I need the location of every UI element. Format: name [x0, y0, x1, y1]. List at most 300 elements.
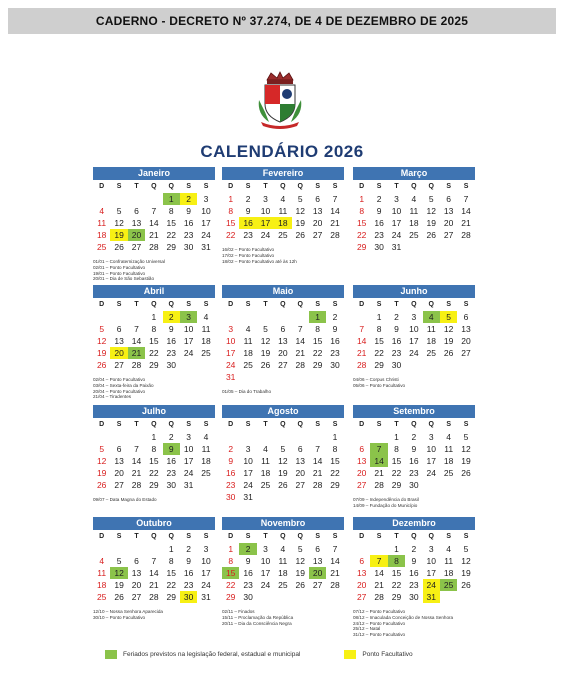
day-cell: 4 [411, 194, 417, 204]
day-cell: 27 [114, 480, 124, 490]
day-cell: 14 [374, 568, 384, 578]
weekday-row [353, 181, 475, 193]
month-fevereiro [222, 167, 344, 264]
day-cell: 28 [149, 592, 159, 602]
day-cell: 26 [114, 592, 124, 602]
day-cell: 4 [446, 544, 452, 554]
day-cell: 21 [312, 468, 323, 478]
holiday-notes [93, 259, 215, 282]
day-cell: 15 [149, 336, 159, 346]
holiday-note: 20/11 – Dia da Consciência Negra [222, 620, 292, 626]
month-março [353, 167, 475, 259]
day-cell: 22 [225, 580, 236, 590]
day-cell: 29 [330, 480, 340, 490]
day-cell: 1 [228, 194, 234, 204]
day-cell: 28 [149, 242, 159, 252]
day-cell: 26 [461, 580, 471, 590]
weekday-label: S [332, 421, 338, 428]
day-cell: 25 [278, 580, 288, 590]
day-cell: 16 [391, 336, 402, 346]
weekday-label: D [228, 301, 234, 308]
day-cell: 21 [374, 468, 384, 478]
day-cell: 25 [243, 360, 253, 370]
day-cell: 3 [263, 194, 268, 204]
weekday-label: T [394, 183, 399, 190]
day-cell: 5 [297, 194, 303, 204]
day-cell: 5 [440, 311, 457, 323]
day-cell: 15 [225, 218, 236, 228]
day-cell: 14 [330, 206, 340, 216]
day-cell: 4 [446, 432, 452, 442]
weekday-label: Q [280, 533, 286, 540]
day-cell: 15 [391, 456, 402, 466]
day-cell: 1 [394, 432, 399, 442]
month-agosto [222, 405, 344, 509]
day-cell: 19 [278, 468, 288, 478]
weekday-label: Q [280, 183, 286, 190]
weekday-label: S [332, 183, 338, 190]
day-cell: 8 [359, 206, 365, 216]
holiday-note: 18/02 – Ponto Facultativo até às 12h [222, 258, 297, 264]
day-cell: 22 [225, 230, 236, 240]
day-cell: 8 [332, 444, 338, 454]
day-cell: 7 [134, 444, 139, 454]
day-cell: 30 [330, 360, 340, 370]
weekday-label: Q [151, 533, 157, 540]
day-cell: 21 [128, 347, 145, 359]
day-cell: 9 [163, 443, 180, 455]
day-cell: 26 [461, 468, 471, 478]
holiday-note: 15/11 – Proclamação da República [222, 614, 294, 620]
day-cell: 7 [315, 444, 321, 454]
day-cell: 17 [243, 468, 253, 478]
day-cell: 3 [394, 194, 399, 204]
day-cell: 21 [330, 568, 340, 578]
day-cell: 30 [374, 242, 384, 252]
day-cell: 26 [96, 360, 107, 370]
day-cell: 24 [243, 480, 253, 490]
day-cell: 13 [312, 206, 323, 216]
day-grid [353, 543, 475, 603]
day-cell: 9 [376, 206, 382, 216]
holiday-notes [222, 389, 344, 395]
day-cell: 10 [260, 206, 271, 216]
legend-green-label: Feriados previstos na legislação federal, estadual e municipal [123, 651, 301, 658]
weekday-row [222, 419, 344, 431]
day-cell: 8 [168, 206, 174, 216]
month-janeiro [93, 167, 215, 282]
day-cell: 23 [409, 468, 419, 478]
weekday-label: T [134, 301, 139, 308]
holiday-notes [353, 497, 475, 509]
day-cell: 15 [330, 456, 340, 466]
day-cell: 2 [332, 312, 338, 322]
day-cell: 13 [278, 336, 288, 346]
weekday-label: S [203, 533, 209, 540]
day-cell: 8 [228, 206, 234, 216]
holiday-note: 31/12 – Ponto Facultativo [353, 632, 406, 638]
day-cell: 16 [374, 218, 384, 228]
weekday-label: D [99, 421, 105, 428]
weekday-row [353, 531, 475, 543]
holiday-note: 20/04 – Ponto Facultativo [93, 388, 146, 394]
day-cell: 9 [411, 444, 417, 454]
day-cell: 2 [228, 444, 234, 454]
day-cell: 24 [391, 230, 402, 240]
day-grid [93, 193, 215, 253]
day-cell: 10 [409, 324, 419, 334]
day-cell: 1 [309, 311, 326, 323]
weekday-label: S [463, 421, 469, 428]
weekday-label: Q [411, 421, 417, 428]
day-cell: 29 [225, 592, 236, 602]
holiday-note: 01/05 – Dia do Trabalho [222, 389, 272, 394]
day-cell: 11 [426, 324, 436, 334]
day-cell: 23 [243, 230, 253, 240]
day-cell: 2 [180, 193, 197, 205]
holiday-note: 03/04 – Sexta-feira da Paixão [93, 382, 154, 388]
day-cell: 1 [394, 544, 399, 554]
day-cell: 24 [409, 348, 419, 358]
day-cell: 25 [201, 348, 211, 358]
day-cell: 21 [295, 348, 305, 358]
day-cell: 1 [359, 194, 365, 204]
day-cell: 10 [201, 206, 211, 216]
day-cell: 4 [99, 206, 105, 216]
day-cell: 26 [426, 230, 436, 240]
municipal-crest-logo [255, 70, 305, 130]
weekday-label: Q [428, 183, 434, 190]
day-cell: 17 [201, 568, 211, 578]
holiday-note: 14/09 – Fundação do Município [353, 502, 418, 508]
weekday-label: S [376, 421, 382, 428]
day-cell: 7 [134, 324, 139, 334]
day-cell: 28 [374, 592, 384, 602]
weekday-label: S [376, 183, 382, 190]
weekday-label: S [315, 533, 320, 540]
day-cell: 3 [411, 312, 417, 322]
day-cell: 3 [428, 544, 434, 554]
month-header: Março [353, 167, 475, 180]
holiday-notes [222, 609, 344, 626]
day-cell: 13 [461, 324, 471, 334]
day-cell: 29 [374, 360, 384, 370]
weekday-label: D [359, 301, 365, 308]
holiday-note: 21/04 – Tiradentes [93, 394, 132, 400]
day-cell: 5 [99, 324, 105, 334]
holiday-note: 07/12 – Ponto Facultativo [353, 609, 406, 614]
weekday-label: D [359, 421, 365, 428]
empty-cell [309, 431, 326, 443]
day-cell: 17 [183, 456, 194, 466]
empty-cell [110, 311, 127, 323]
day-cell: 20 [312, 218, 323, 228]
day-cell: 6 [280, 324, 286, 334]
day-cell: 8 [394, 444, 399, 454]
day-cell: 24 [426, 468, 436, 478]
day-cell: 13 [131, 568, 142, 578]
holiday-note: 30/10 – Ponto Facultativo [93, 614, 146, 620]
day-cell: 25 [201, 468, 211, 478]
day-cell: 14 [370, 455, 387, 467]
day-cell: 23 [183, 580, 194, 590]
weekday-label: S [203, 421, 209, 428]
day-cell: 10 [183, 444, 194, 454]
weekday-label: Q [297, 301, 303, 308]
day-cell: 10 [225, 336, 236, 346]
day-grid [353, 431, 475, 491]
day-cell: 12 [278, 456, 288, 466]
day-cell: 31 [183, 480, 194, 490]
day-cell: 22 [312, 348, 323, 358]
holiday-notes [353, 609, 475, 638]
month-outubro [93, 517, 215, 621]
weekday-label: S [315, 183, 320, 190]
day-cell: 9 [245, 556, 251, 566]
day-cell: 19 [295, 218, 305, 228]
weekday-label: S [463, 301, 469, 308]
weekday-label: Q [151, 421, 157, 428]
day-cell: 7 [332, 544, 338, 554]
document-header-text: CADERNO - DECRETO Nº 37.274, DE 4 DE DEZEMBRO DE 2025 [95, 14, 469, 28]
day-cell: 31 [243, 492, 253, 502]
day-cell: 27 [295, 480, 305, 490]
day-cell: 21 [374, 580, 384, 590]
weekday-row [353, 299, 475, 311]
day-cell: 7 [370, 555, 387, 567]
day-cell: 14 [312, 456, 323, 466]
month-header: Maio [222, 285, 344, 298]
day-cell: 19 [426, 218, 436, 228]
day-cell: 16 [183, 568, 194, 578]
month-header: Dezembro [353, 517, 475, 530]
day-cell: 15 [166, 568, 176, 578]
legend [105, 650, 413, 659]
day-cell: 26 [295, 580, 305, 590]
day-cell: 10 [426, 556, 436, 566]
day-cell: 13 [131, 218, 142, 228]
day-cell: 9 [332, 324, 338, 334]
day-cell: 9 [411, 556, 417, 566]
day-cell: 18 [260, 468, 271, 478]
day-cell: 30 [243, 592, 253, 602]
day-cell: 2 [411, 432, 417, 442]
day-cell: 20 [309, 567, 326, 579]
weekday-label: T [394, 301, 399, 308]
month-header: Outubro [93, 517, 215, 530]
holiday-note: 05/06 – Ponto Facultativo [353, 382, 406, 388]
day-cell: 12 [461, 444, 471, 454]
weekday-label: S [203, 301, 209, 308]
day-cell: 5 [463, 432, 469, 442]
weekday-label: D [228, 533, 234, 540]
day-cell: 25 [96, 592, 107, 602]
weekday-label: S [186, 301, 191, 308]
day-cell: 1 [376, 312, 382, 322]
month-maio [222, 285, 344, 395]
day-cell: 2 [168, 432, 174, 442]
holiday-note: 17/02 – Ponto Facultativo [222, 252, 275, 258]
day-cell: 5 [280, 444, 286, 454]
empty-cell [222, 431, 239, 443]
day-cell: 7 [463, 194, 469, 204]
day-grid [222, 431, 344, 503]
day-cell: 28 [330, 580, 340, 590]
day-cell: 12 [426, 206, 436, 216]
day-cell: 3 [428, 432, 434, 442]
day-cell: 31 [225, 372, 236, 382]
empty-cell [292, 431, 309, 443]
month-header: Abril [93, 285, 215, 298]
day-cell: 3 [263, 544, 268, 554]
day-cell: 12 [96, 456, 107, 466]
day-cell: 18 [243, 348, 253, 358]
day-cell: 31 [391, 242, 402, 252]
day-cell: 4 [280, 194, 286, 204]
empty-cell [128, 543, 145, 555]
day-cell: 9 [186, 206, 192, 216]
day-cell: 27 [131, 242, 142, 252]
day-cell: 11 [201, 444, 211, 454]
weekday-label: S [116, 533, 122, 540]
day-cell: 1 [151, 312, 157, 322]
day-cell: 24 [183, 468, 194, 478]
day-cell: 28 [374, 480, 384, 490]
day-cell: 18 [96, 230, 107, 240]
day-cell: 16 [183, 218, 194, 228]
day-cell: 25 [443, 468, 454, 478]
weekday-label: S [446, 533, 451, 540]
empty-cell [292, 311, 309, 323]
day-cell: 10 [243, 456, 253, 466]
day-cell: 16 [225, 468, 236, 478]
day-cell: 20 [461, 336, 471, 346]
weekday-label: S [245, 301, 251, 308]
holiday-note: 19/01 – Ponto Facultativo [93, 270, 146, 276]
day-cell: 5 [263, 324, 268, 334]
day-cell: 30 [183, 242, 194, 252]
day-cell: 24 [260, 230, 271, 240]
weekday-label: S [245, 533, 251, 540]
weekday-label: S [116, 421, 122, 428]
day-cell: 6 [116, 444, 122, 454]
day-cell: 6 [463, 312, 469, 322]
day-cell: 28 [312, 480, 323, 490]
day-cell: 16 [166, 456, 176, 466]
day-cell: 2 [186, 544, 192, 554]
day-cell: 20 [278, 348, 288, 358]
day-grid [93, 543, 215, 603]
day-cell: 13 [443, 206, 454, 216]
day-cell: 27 [356, 480, 367, 490]
day-cell: 29 [356, 242, 367, 252]
month-header: Junho [353, 285, 475, 298]
day-cell: 5 [99, 444, 105, 454]
day-cell: 1 [332, 432, 338, 442]
day-cell: 18 [201, 456, 211, 466]
day-cell: 29 [391, 592, 402, 602]
weekday-label: S [186, 533, 191, 540]
day-cell: 18 [96, 580, 107, 590]
weekday-label: T [394, 421, 399, 428]
empty-cell [128, 311, 145, 323]
day-cell: 20 [356, 468, 367, 478]
day-cell: 3 [180, 311, 197, 323]
weekday-row [93, 181, 215, 193]
day-cell: 28 [131, 480, 142, 490]
day-cell: 27 [312, 580, 323, 590]
day-cell: 13 [356, 456, 367, 466]
weekday-row [93, 531, 215, 543]
day-cell: 30 [166, 360, 176, 370]
day-cell: 30 [166, 480, 176, 490]
day-cell: 14 [149, 218, 159, 228]
day-cell: 17 [225, 348, 236, 358]
weekday-label: D [228, 421, 234, 428]
weekday-label: S [315, 301, 320, 308]
day-cell: 11 [278, 556, 288, 566]
day-cell: 28 [131, 360, 142, 370]
day-cell: 19 [260, 348, 271, 358]
day-cell: 20 [356, 580, 367, 590]
day-cell: 7 [359, 324, 365, 334]
day-cell: 9 [228, 456, 234, 466]
weekday-label: S [332, 301, 338, 308]
empty-cell [353, 311, 370, 323]
holiday-notes [222, 247, 344, 264]
weekday-label: Q [280, 421, 286, 428]
day-cell: 26 [278, 480, 288, 490]
day-cell: 25 [260, 480, 271, 490]
day-cell: 6 [134, 206, 139, 216]
holiday-notes [353, 377, 475, 389]
day-cell: 17 [426, 456, 436, 466]
weekday-label: Q [411, 301, 417, 308]
day-cell: 6 [116, 324, 122, 334]
weekday-label: D [99, 301, 105, 308]
day-cell: 14 [131, 456, 142, 466]
day-cell: 27 [312, 230, 323, 240]
day-cell: 15 [391, 568, 402, 578]
day-cell: 20 [110, 347, 127, 359]
day-cell: 24 [260, 580, 271, 590]
legend-yellow-swatch [344, 650, 356, 659]
empty-cell [110, 431, 127, 443]
day-cell: 31 [201, 242, 211, 252]
day-cell: 30 [391, 360, 402, 370]
holiday-note: 04/06 – Corpus Christi [353, 377, 399, 382]
day-cell: 9 [394, 324, 399, 334]
weekday-label: S [315, 421, 320, 428]
month-junho [353, 285, 475, 389]
weekday-label: S [332, 533, 338, 540]
day-cell: 3 [203, 544, 209, 554]
day-cell: 22 [166, 580, 176, 590]
weekday-label: Q [297, 421, 303, 428]
day-cell: 28 [295, 360, 305, 370]
day-cell: 14 [356, 336, 367, 346]
weekday-label: Q [411, 183, 417, 190]
weekday-label: S [446, 183, 451, 190]
day-cell: 23 [225, 480, 236, 490]
day-cell: 24 [201, 230, 211, 240]
weekday-label: D [359, 183, 365, 190]
day-cell: 15 [149, 456, 159, 466]
day-cell: 11 [243, 336, 253, 346]
weekday-label: Q [151, 183, 157, 190]
day-grid [222, 311, 344, 383]
weekday-label: Q [168, 533, 174, 540]
